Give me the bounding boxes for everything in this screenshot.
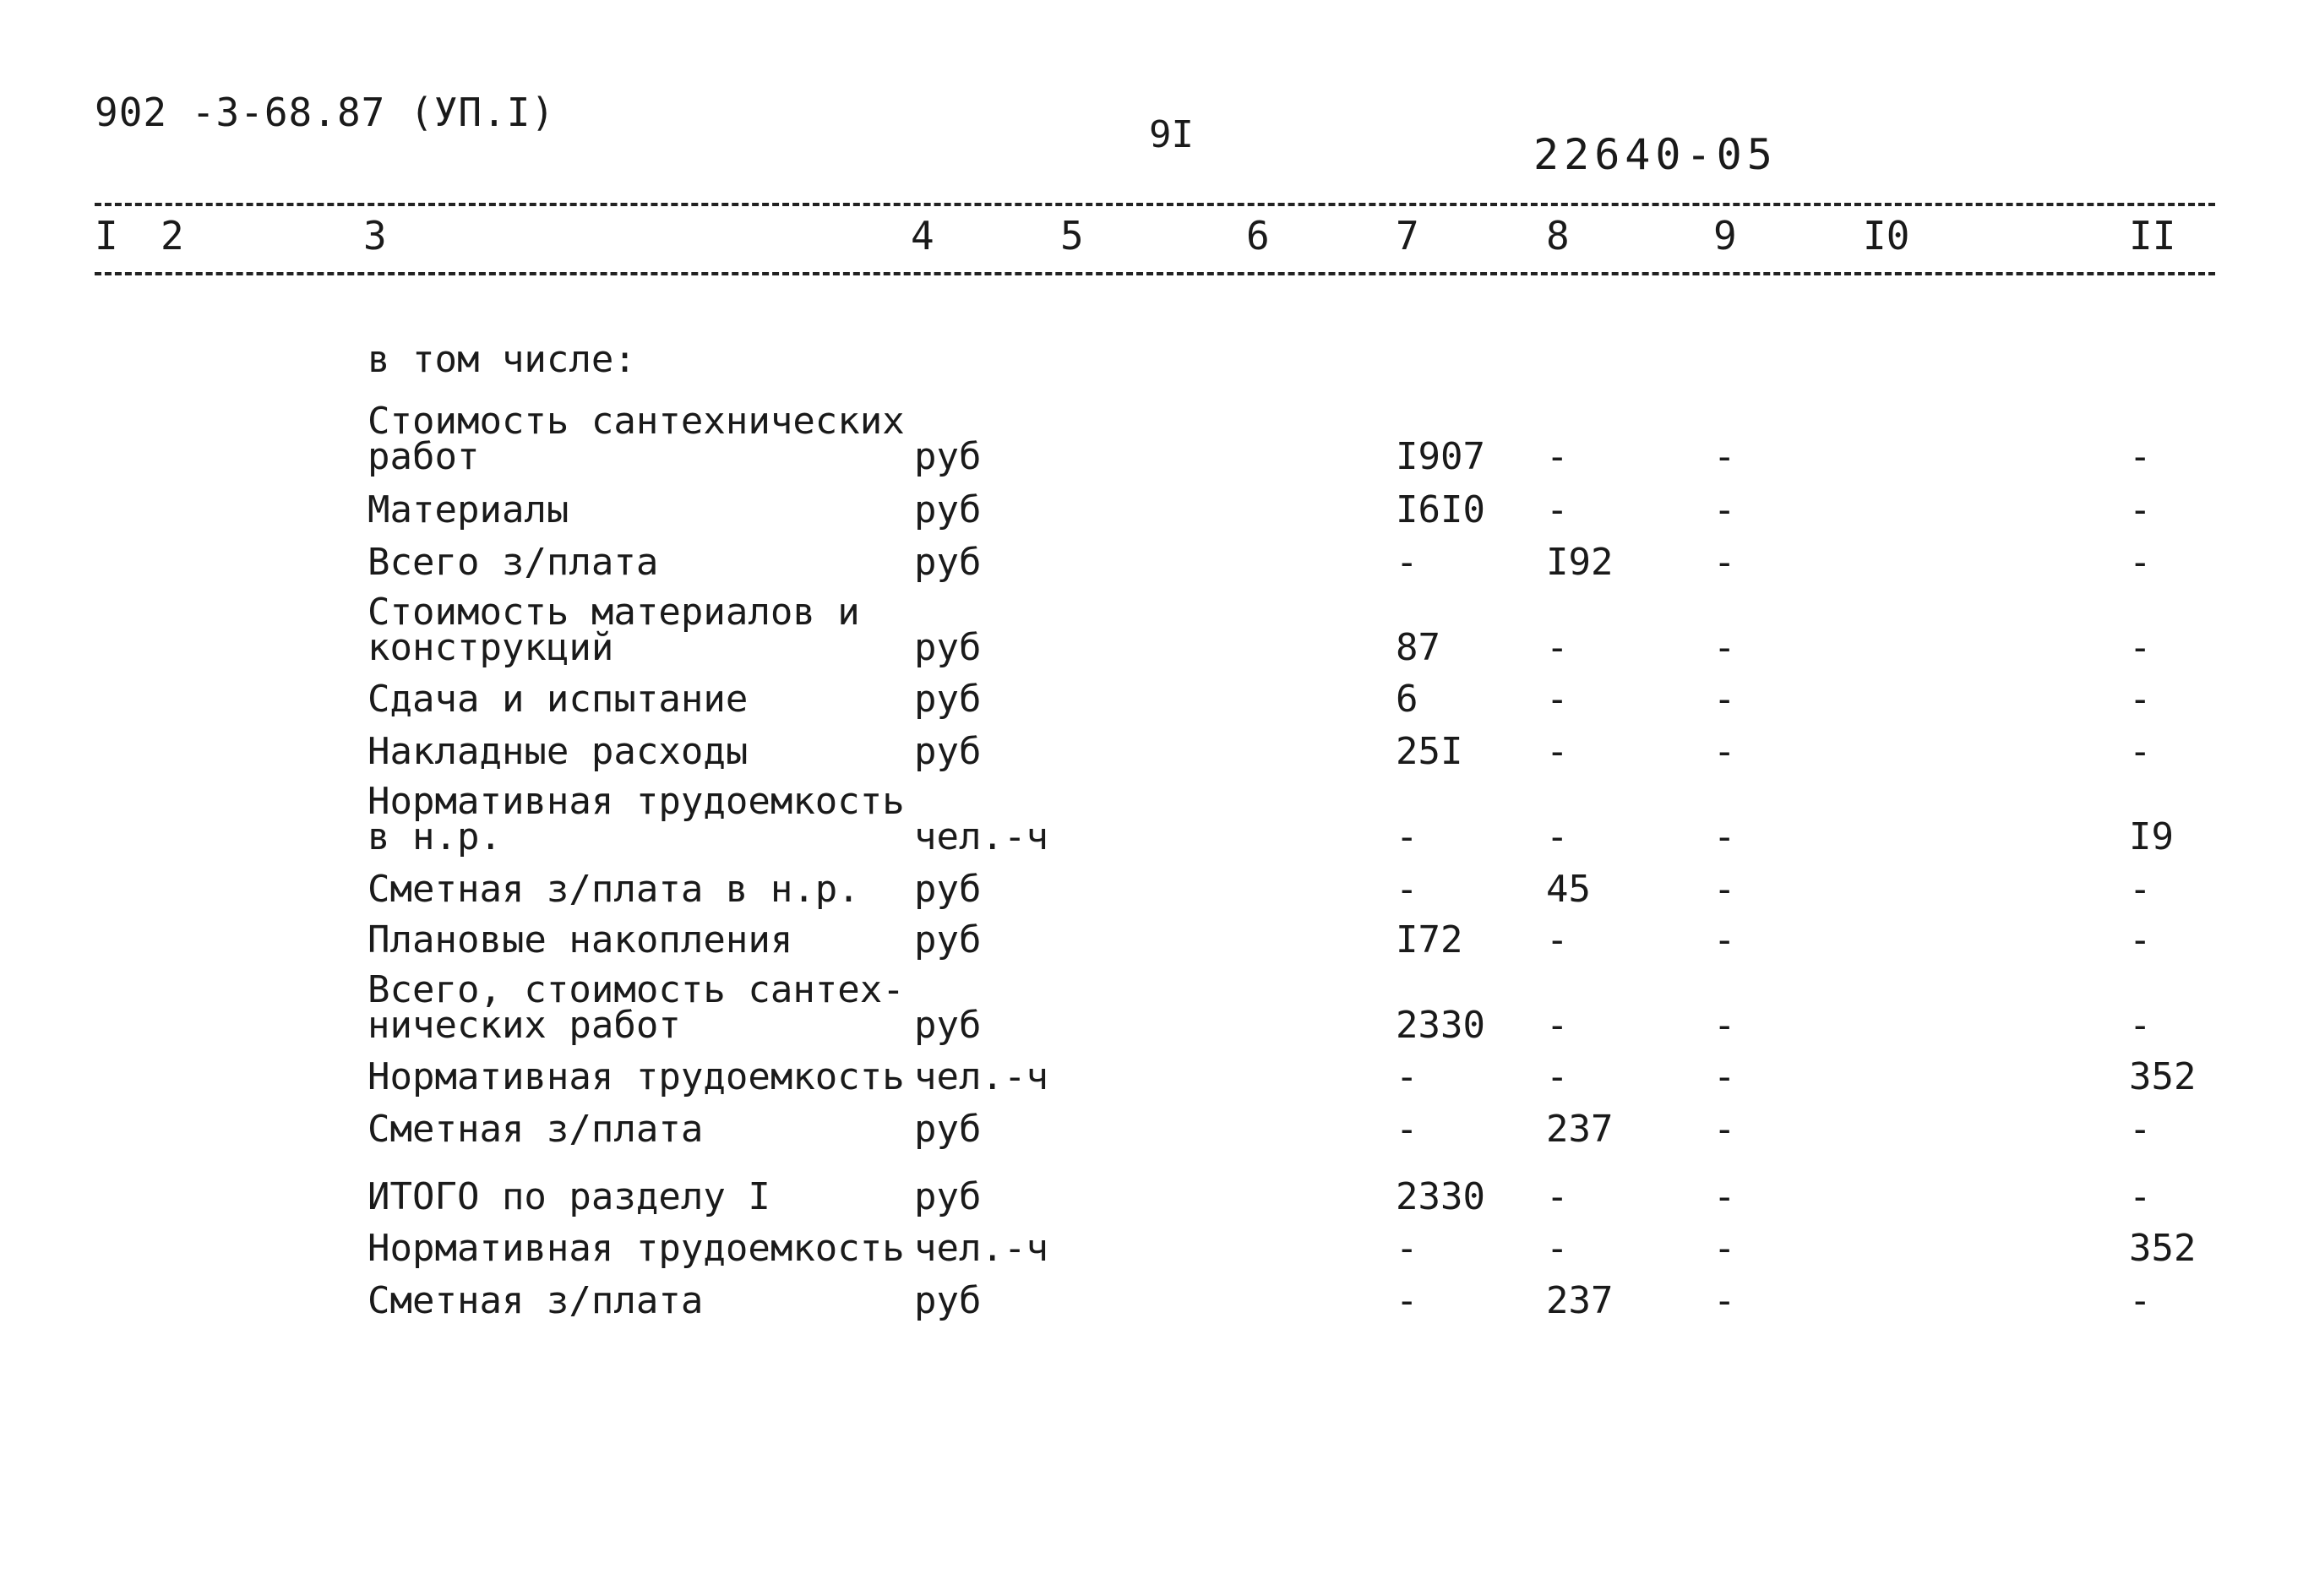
col8-cell: - <box>1546 1227 1569 1270</box>
col9-cell: - <box>1713 730 1736 773</box>
col8-cell: 237 <box>1546 1108 1614 1151</box>
col8-cell: - <box>1546 730 1569 773</box>
row-label-line: Плановые накопления <box>368 918 793 961</box>
col11-cell: - <box>2129 488 2152 531</box>
col7-cell: - <box>1396 1227 1418 1270</box>
row-label-line: Сдача и испытание <box>368 678 749 721</box>
row-label-line: Всего з/плата <box>368 541 659 584</box>
column-number: 2 <box>161 213 184 259</box>
unit-cell: руб <box>914 1279 982 1322</box>
col9-cell: - <box>1713 541 1736 584</box>
col9-cell: - <box>1713 1227 1736 1270</box>
column-number: I <box>95 213 118 259</box>
row-label <box>368 868 860 911</box>
col9-cell: - <box>1713 1175 1736 1218</box>
col11-cell: - <box>2129 1279 2152 1322</box>
col11-cell: - <box>2129 678 2152 721</box>
header-rule-top <box>95 203 2215 206</box>
row-label-line: Стоимость материалов и <box>368 591 860 634</box>
col11-cell: - <box>2129 868 2152 911</box>
row-label <box>368 541 659 584</box>
unit-cell: чел.-ч <box>914 1227 1048 1270</box>
row-label <box>368 1055 905 1098</box>
row-label <box>368 400 905 478</box>
row-label-line: ИТОГО по разделу I <box>368 1175 770 1218</box>
col7-cell: 2330 <box>1396 1175 1485 1218</box>
row-label-line: Сметная з/плата <box>368 1279 704 1322</box>
column-number: 4 <box>911 213 934 259</box>
unit-cell: чел.-ч <box>914 1055 1048 1098</box>
row-label <box>368 488 569 531</box>
col9-cell: - <box>1713 678 1736 721</box>
row-label-line: конструкций <box>368 626 614 669</box>
col11-cell: - <box>2129 626 2152 669</box>
column-number: 3 <box>363 213 387 259</box>
col8-cell: - <box>1546 488 1569 531</box>
col7-cell: - <box>1396 1279 1418 1322</box>
unit-cell: руб <box>914 488 982 531</box>
col8-cell: 45 <box>1546 868 1591 911</box>
column-number: 9 <box>1713 213 1737 259</box>
row-label <box>368 780 905 858</box>
col8-cell: - <box>1546 1004 1569 1047</box>
col11-cell: I9 <box>2129 815 2174 858</box>
col11-cell: 352 <box>2129 1227 2197 1270</box>
col9-cell: - <box>1713 1055 1736 1098</box>
col8-cell: 237 <box>1546 1279 1614 1322</box>
column-number: II <box>2129 213 2176 259</box>
col7-cell: - <box>1396 1108 1418 1151</box>
col8-cell: - <box>1546 815 1569 858</box>
col8-cell: - <box>1546 918 1569 961</box>
col11-cell: - <box>2129 1004 2152 1047</box>
col8-cell: - <box>1546 626 1569 669</box>
col8-cell: - <box>1546 678 1569 721</box>
row-label-line: работ <box>368 435 480 478</box>
row-label <box>368 1227 905 1270</box>
col7-cell: I72 <box>1396 918 1463 961</box>
unit-cell: руб <box>914 730 982 773</box>
col11-cell: - <box>2129 541 2152 584</box>
row-label-line: Материалы <box>368 488 569 531</box>
row-label-line: Нормативная трудоемкость <box>368 780 905 823</box>
col9-cell: - <box>1713 1279 1736 1322</box>
col11-cell: - <box>2129 918 2152 961</box>
col9-cell: - <box>1713 626 1736 669</box>
row-label <box>368 1175 770 1218</box>
col11-cell: - <box>2129 730 2152 773</box>
col11-cell: - <box>2129 435 2152 478</box>
col9-cell: - <box>1713 815 1736 858</box>
row-label-line: Сметная з/плата в н.р. <box>368 868 860 911</box>
col9-cell: - <box>1713 1108 1736 1151</box>
row-label <box>368 1279 704 1322</box>
row-label <box>368 678 749 721</box>
col7-cell: 87 <box>1396 626 1440 669</box>
unit-cell: руб <box>914 1108 982 1151</box>
column-number: 6 <box>1246 213 1270 259</box>
row-label <box>368 918 793 961</box>
col8-cell: - <box>1546 1175 1569 1218</box>
sheet-code: 22640-05 <box>1533 130 1778 179</box>
col11-cell: - <box>2129 1108 2152 1151</box>
column-number: 5 <box>1060 213 1084 259</box>
column-number: 7 <box>1396 213 1419 259</box>
row-label-line: Стоимость сантехнических <box>368 400 905 443</box>
header-rule-bottom <box>95 272 2215 275</box>
unit-cell: руб <box>914 541 982 584</box>
col11-cell: - <box>2129 1175 2152 1218</box>
unit-cell: руб <box>914 868 982 911</box>
col7-cell: - <box>1396 868 1418 911</box>
unit-cell: руб <box>914 918 982 961</box>
row-label-line: Нормативная трудоемкость <box>368 1227 905 1270</box>
col9-cell: - <box>1713 488 1736 531</box>
col7-cell: 25I <box>1396 730 1463 773</box>
column-number: 8 <box>1546 213 1570 259</box>
unit-cell: руб <box>914 1175 982 1218</box>
col8-cell: - <box>1546 1055 1569 1098</box>
col7-cell: I907 <box>1396 435 1485 478</box>
col9-cell: - <box>1713 435 1736 478</box>
col9-cell: - <box>1713 1004 1736 1047</box>
col11-cell: 352 <box>2129 1055 2197 1098</box>
col7-cell: - <box>1396 1055 1418 1098</box>
unit-cell: руб <box>914 626 982 669</box>
col7-cell: 2330 <box>1396 1004 1485 1047</box>
row-label-line: Накладные расходы <box>368 730 749 773</box>
row-label-line: Нормативная трудоемкость <box>368 1055 905 1098</box>
col7-cell: 6 <box>1396 678 1418 721</box>
col8-cell: I92 <box>1546 541 1614 584</box>
row-label <box>368 968 905 1047</box>
document-code: 902 -3-68.87 (УП.I) <box>95 90 556 135</box>
col8-cell: - <box>1546 435 1569 478</box>
column-number: I0 <box>1863 213 1910 259</box>
row-label <box>368 730 749 773</box>
col7-cell: I6I0 <box>1396 488 1485 531</box>
row-label-line: в н.р. <box>368 815 502 858</box>
col9-cell: - <box>1713 918 1736 961</box>
unit-cell: руб <box>914 678 982 721</box>
col9-cell: - <box>1713 868 1736 911</box>
subheading: в том числе: <box>368 338 636 381</box>
col7-cell: - <box>1396 815 1418 858</box>
unit-cell: чел.-ч <box>914 815 1048 858</box>
unit-cell: руб <box>914 1004 982 1047</box>
page-number: 9I <box>1149 113 1194 156</box>
row-label <box>368 591 860 669</box>
row-label <box>368 1108 704 1151</box>
col7-cell: - <box>1396 541 1418 584</box>
row-label-line: Всего, стоимость сантех- <box>368 968 905 1011</box>
row-label-line: Сметная з/плата <box>368 1108 704 1151</box>
unit-cell: руб <box>914 435 982 478</box>
row-label-line: нических работ <box>368 1004 681 1047</box>
